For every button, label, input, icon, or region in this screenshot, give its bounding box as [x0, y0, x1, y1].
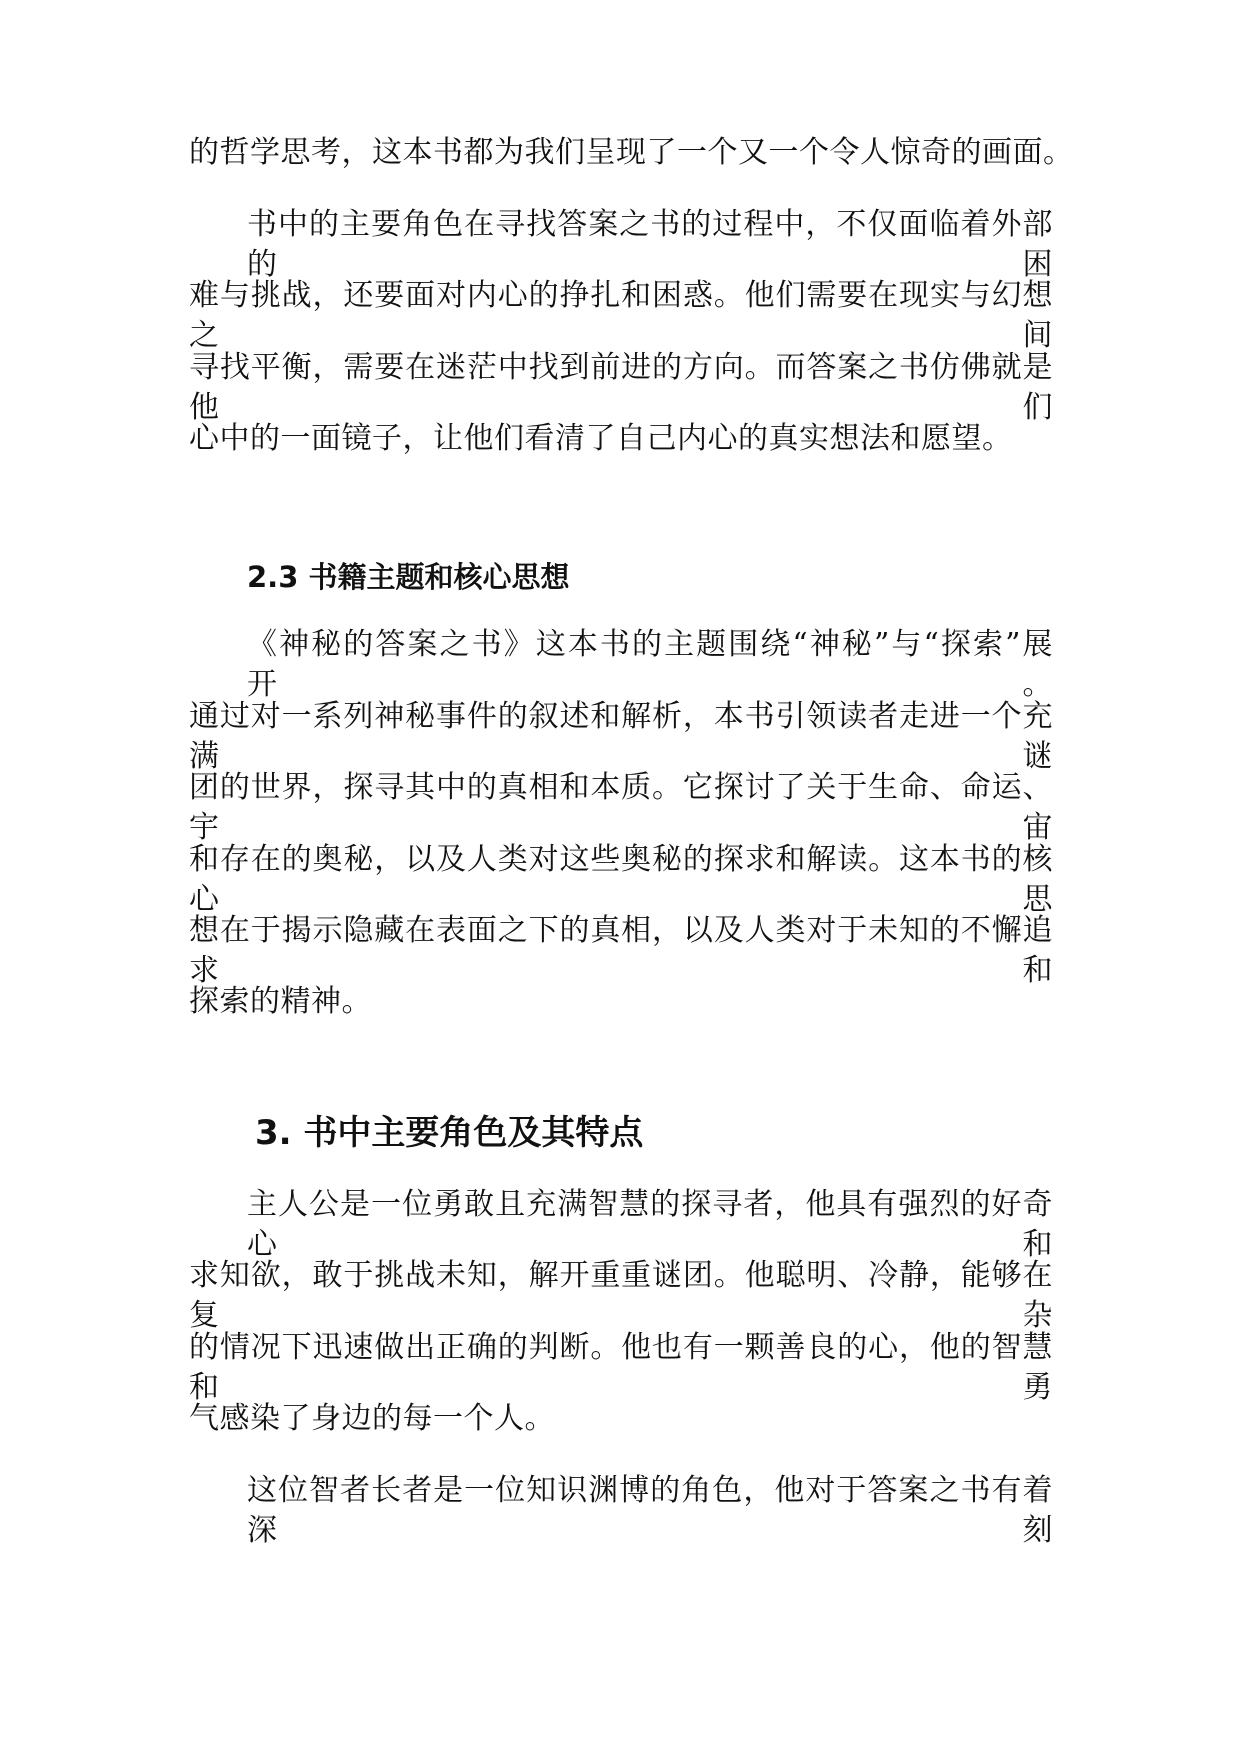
- paragraph-line: 主人公是一位勇敢且充满智慧的探寻者，他具有强烈的好奇心和: [247, 1187, 1053, 1262]
- section-heading-3: 3. 书中主要角色及其特点: [255, 1113, 644, 1153]
- paragraph-line: 《神秘的答案之书》这本书的主题围绕“神秘”与“探索”展开。: [247, 627, 1053, 702]
- paragraph-line: 通过对一系列神秘事件的叙述和解析，本书引领读者走进一个充满谜: [189, 699, 1053, 774]
- section-heading-2-3: 2.3 书籍主题和核心思想: [247, 560, 570, 594]
- paragraph-line: 的哲学思考，这本书都为我们呈现了一个又一个令人惊奇的画面。: [189, 135, 1074, 170]
- paragraph-line: 气感染了身边的每一个人。: [189, 1401, 555, 1436]
- paragraph-line: 这位智者长者是一位知识渊博的角色，他对于答案之书有着深刻: [247, 1473, 1053, 1548]
- paragraph-line: 书中的主要角色在寻找答案之书的过程中，不仅面临着外部的困: [247, 207, 1053, 282]
- paragraph-line: 求知欲，敢于挑战未知，解开重重谜团。他聪明、冷静，能够在复杂: [189, 1258, 1053, 1333]
- paragraph-line: 心中的一面镜子，让他们看清了自己内心的真实想法和愿望。: [189, 421, 1013, 456]
- paragraph-line: 和存在的奥秘，以及人类对这些奥秘的探求和解读。这本书的核心思: [189, 842, 1053, 917]
- paragraph-line: 探索的精神。: [189, 984, 372, 1019]
- paragraph-line: 想在于揭示隐藏在表面之下的真相，以及人类对于未知的不懈追求和: [189, 913, 1053, 988]
- paragraph-line: 的情况下迅速做出正确的判断。他也有一颗善良的心，他的智慧和勇: [189, 1330, 1053, 1405]
- paragraph-line: 团的世界，探寻其中的真相和本质。它探讨了关于生命、命运、宇宙: [189, 770, 1053, 845]
- paragraph-line: 难与挑战，还要面对内心的挣扎和困惑。他们需要在现实与幻想之间: [189, 278, 1053, 353]
- paragraph-line: 寻找平衡，需要在迷茫中找到前进的方向。而答案之书仿佛就是他们: [189, 350, 1053, 425]
